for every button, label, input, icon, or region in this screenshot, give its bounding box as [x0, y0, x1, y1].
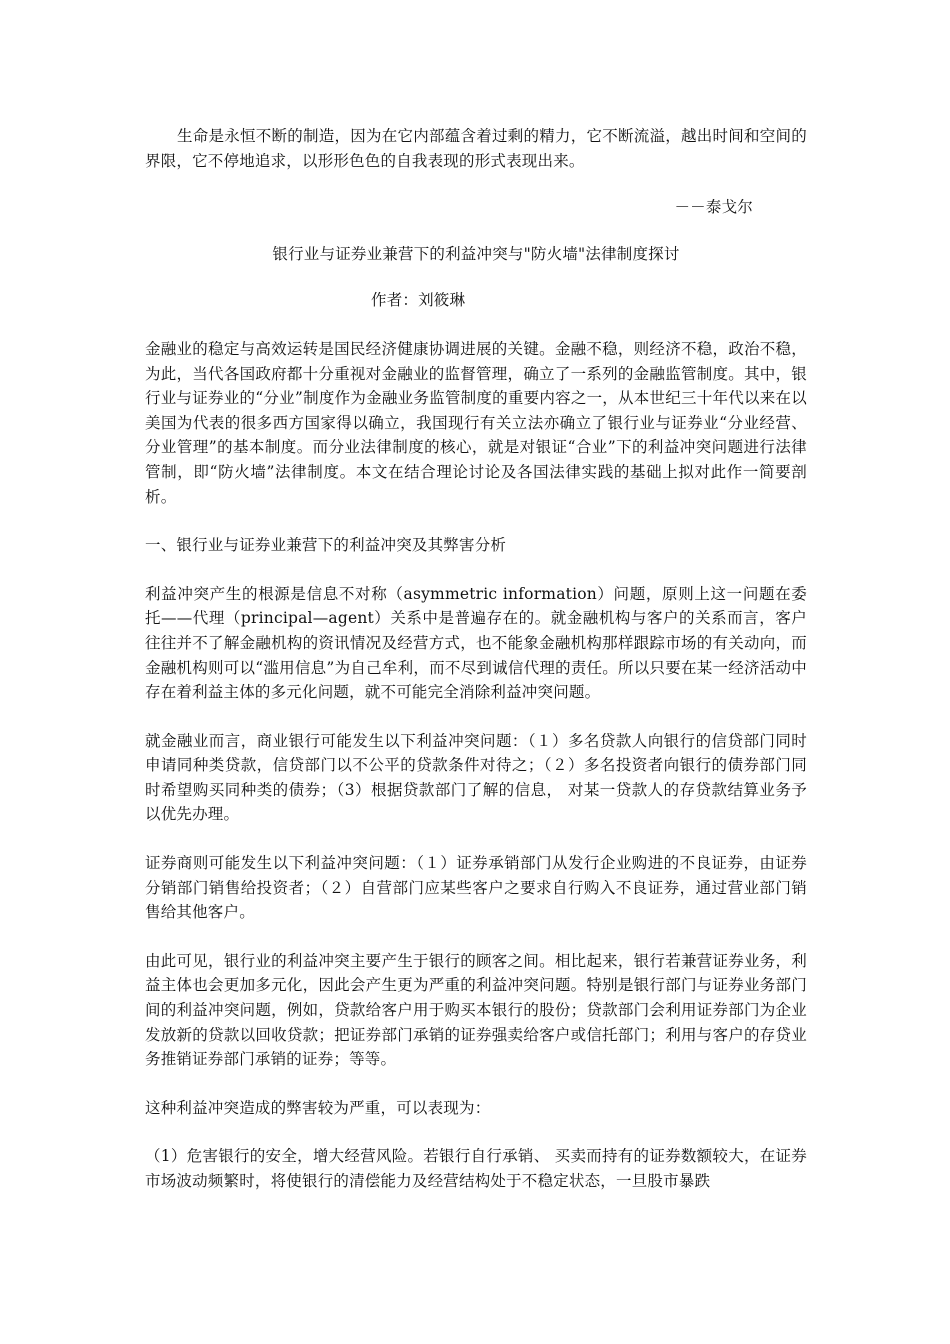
document-body: [145, 124, 807, 1218]
epigraph-attribution: －－泰戈尔: [674, 198, 753, 217]
paragraph-harms-intro: 这种利益冲突造成的弊害较为严重，可以表现为：: [145, 1098, 491, 1117]
article-title: 银行业与证券业兼营下的利益冲突与"防火墙"法律制度探讨: [272, 244, 680, 263]
section-heading: 一、银行业与证券业兼营下的利益冲突及其弊害分析: [145, 536, 507, 555]
paragraph-intro: 金融业的稳定与高效运转是国民经济健康协调进展的关键。金融不稳，则经济不稳，政治不稳，为此，当代各国政府都十分重视对金融业的监督管理，确立了一系列的金融监管制度。其中，银行业与证券业的“分业”制度作为金融业务监管制度的重要内容之一，从本世纪三十年代以来在以美国为代表的很多西方国家得以确立，我国现行有关立法亦确立了银行业与证券业“分业经营、分业管理”的基本制度。而分业法律制度的核心，就是对银证“合业”下的利益冲突问题进行法律管制，即“防火墙”法律制度。本文在结合理论讨论及各国法律实践的基础上拟对此作一简要剖析。: [145, 339, 807, 506]
paragraph-securities-conflicts: 证券商则可能发生以下利益冲突问题：（１）证券承销部门从发行企业购进的不良证券，由证券分销部门销售给投资者；（２）自营部门应某些客户之要求自行购入不良证券，通过营业部门销售给其他客户。: [145, 854, 807, 922]
paragraph-bank-conflicts: 就金融业而言，商业银行可能发生以下利益冲突问题：（１）多名贷款人向银行的信贷部门同时申请同种类贷款，信贷部门以不公平的贷款条件对待之；（２）多名投资者向银行的债券部门同时希望购买同种类的债券；（3）根据贷款部门了解的信息， 对某一贷款人的存贷款结算业务予以优先办理。: [145, 731, 807, 824]
paragraph-conflict-origin: 利益冲突产生的根源是信息不对称（asymmetric information）问题，原则上这一问题在委托——代理（principal—agent）关系中是普遍存在的。就金融机构与客户的关系而言，客户往往并不了解金融机构的资讯情况及经营方式，也不能象金融机构那样跟踪市场的有关动向，而金融机构则可以“滥用信息”为自己牟利，而不尽到诚信代理的责任。所以只要在某一经济活动中存在着利益主体的多元化问题，就不可能完全消除利益冲突问题。: [145, 584, 807, 702]
article-author: 作者：刘筱琳: [371, 291, 466, 310]
epigraph-quote: 生命是永恒不断的制造，因为在它内部蕴含着过剩的精力，它不断流溢，越出时间和空间的界限，它不停地追求，以形形色色的自我表现的形式表现出来。: [145, 127, 807, 170]
paragraph-harm-1: （1）危害银行的安全，增大经营风险。若银行自行承销、 买卖而持有的证券数额较大，在证券市场波动频繁时，将使银行的清偿能力及经营结构处于不稳定状态，一旦股市暴跌: [145, 1147, 807, 1190]
paragraph-combined-conflicts: 由此可见，银行业的利益冲突主要产生于银行的顾客之间。相比起来，银行若兼营证券业务，利益主体也会更加多元化，因此会产生更为严重的利益冲突问题。特别是银行部门与证券业务部门间的利益冲突问题，例如，贷款给客户用于购买本银行的股份；贷款部门会利用证券部门为企业发放新的贷款以回收贷款；把证券部门承销的证券强卖给客户或信托部门；利用与客户的存贷业务推销证券部门承销的证券；等等。: [145, 951, 807, 1069]
